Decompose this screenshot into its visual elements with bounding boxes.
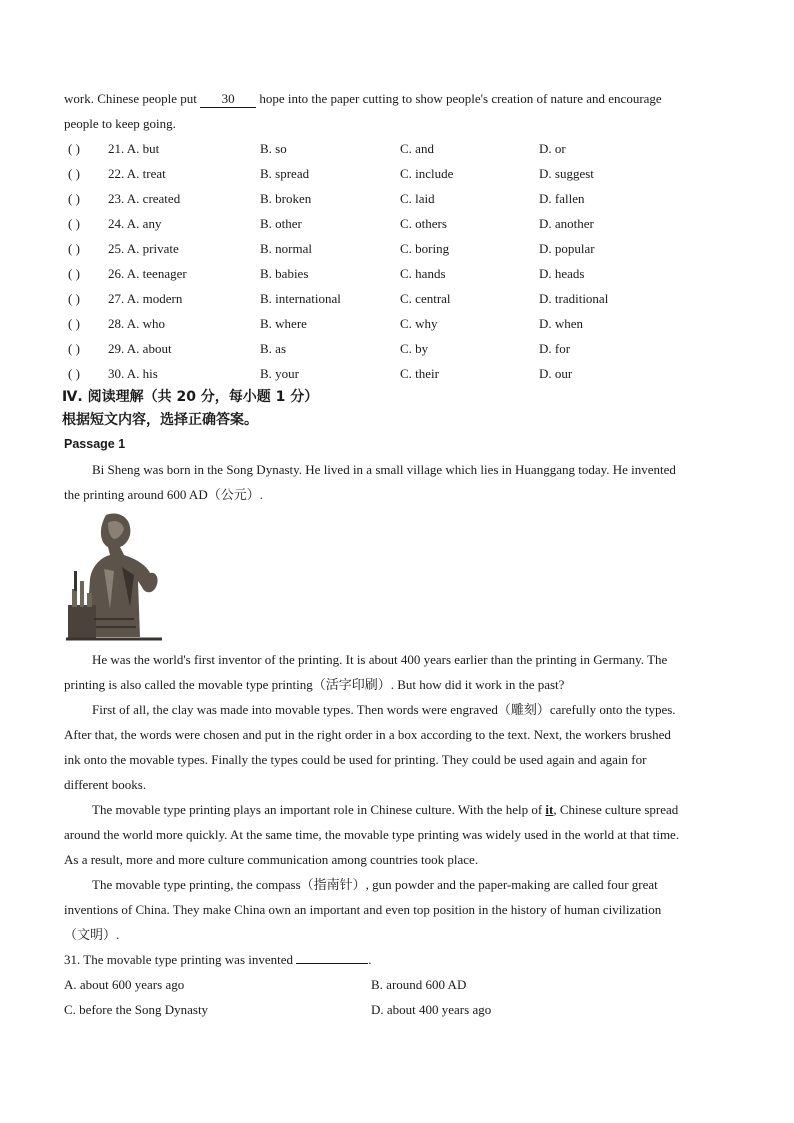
- answer-bracket[interactable]: ( ): [68, 241, 80, 256]
- cloze-text: work. Chinese people put: [64, 91, 201, 106]
- option-a: 22. A. treat: [108, 166, 166, 181]
- option-b: B. your: [260, 366, 299, 381]
- answer-bracket[interactable]: ( ): [68, 341, 80, 356]
- cloze-line-1: [64, 86, 730, 111]
- option-d: D. our: [539, 366, 573, 381]
- option-d: D. when: [539, 316, 584, 331]
- answer-bracket[interactable]: ( ): [68, 141, 80, 156]
- option-d: D. another: [539, 216, 594, 231]
- option-a: 26. A. teenager: [108, 266, 187, 281]
- option-a: 25. A. private: [108, 241, 179, 256]
- option-d: D. popular: [539, 241, 595, 256]
- option-d: D. suggest: [539, 166, 594, 181]
- bi-sheng-figure-icon: [64, 509, 164, 643]
- choice-question: [64, 211, 730, 236]
- option-b: B. broken: [260, 191, 312, 206]
- option-b: B. spread: [260, 166, 310, 181]
- passage-line: Bi Sheng was born in the Song Dynasty. He lived in a small village which lies in Huanggang today. He invented: [92, 462, 676, 477]
- choice-question-list: [64, 136, 730, 386]
- option-d: D. or: [539, 141, 566, 156]
- option-c: C. others: [400, 216, 447, 231]
- option-d: D. fallen: [539, 191, 585, 206]
- passage-title: Passage 1: [64, 437, 126, 451]
- option-a: 28. A. who: [108, 316, 166, 331]
- option-a[interactable]: A. about 600 years ago: [64, 977, 185, 992]
- passage-line: First of all, the clay was made into movable types. Then words were engraved（雕刻）carefully onto the types.: [92, 702, 676, 717]
- choice-question: [64, 286, 730, 311]
- cloze-blank[interactable]: 30: [200, 91, 256, 108]
- choice-question: [64, 161, 730, 186]
- option-c: C. and: [400, 141, 434, 156]
- option-a: 23. A. created: [108, 191, 181, 206]
- answer-bracket[interactable]: ( ): [68, 191, 80, 206]
- answer-bracket[interactable]: ( ): [68, 216, 80, 231]
- option-c: C. central: [400, 291, 451, 306]
- passage-line: ink onto the movable types. Finally the types could be used for printing. They could be used again and again for: [64, 752, 647, 767]
- option-a: 21. A. but: [108, 141, 160, 156]
- option-a: 30. A. his: [108, 366, 158, 381]
- option-c: C. their: [400, 366, 439, 381]
- choice-question: [64, 311, 730, 336]
- passage-line: different books.: [64, 777, 147, 792]
- option-d: D. traditional: [539, 291, 609, 306]
- option-c[interactable]: C. before the Song Dynasty: [64, 1002, 209, 1017]
- exam-page: [64, 86, 730, 1022]
- answer-bracket[interactable]: ( ): [68, 166, 80, 181]
- section-instruction: 根据短文内容，选择正确答案。: [62, 412, 258, 428]
- passage-text: The movable type printing plays an important role in Chinese culture. With the help of: [92, 802, 546, 817]
- option-a: 24. A. any: [108, 216, 162, 231]
- choice-question: [64, 261, 730, 286]
- question-31-options-row: [64, 972, 730, 997]
- choice-question: [64, 361, 730, 386]
- option-b[interactable]: B. around 600 AD: [371, 977, 467, 992]
- option-c: C. boring: [400, 241, 450, 256]
- option-b: B. so: [260, 141, 287, 156]
- option-c: C. by: [400, 341, 429, 356]
- answer-bracket[interactable]: ( ): [68, 266, 80, 281]
- option-b: B. international: [260, 291, 341, 306]
- passage-line: （文明）.: [64, 927, 120, 942]
- choice-question: [64, 236, 730, 261]
- question-31-stem: [64, 947, 730, 972]
- passage-line: He was the world's first inventor of the printing. It is about 400 years earlier than the printing in Germany. The: [92, 652, 668, 667]
- section-heading: Ⅳ. 阅读理解（共 20 分，每小题 1 分）: [62, 389, 319, 405]
- question-stem-end: .: [368, 952, 372, 967]
- option-b: B. as: [260, 341, 286, 356]
- choice-question: [64, 186, 730, 211]
- marked-word: it: [545, 802, 554, 817]
- passage-line: After that, the words were chosen and put in the right order in a box according to the text. Next, the workers brushed: [64, 727, 671, 742]
- option-b: B. babies: [260, 266, 309, 281]
- option-b: B. other: [260, 216, 302, 231]
- question-stem: 31. The movable type printing was invented: [64, 952, 297, 967]
- passage-line: the printing around 600 AD（公元）.: [64, 487, 263, 502]
- option-a: 29. A. about: [108, 341, 172, 356]
- cloze-text: hope into the paper cutting to show people's creation of nature and encourage: [256, 91, 662, 106]
- option-d[interactable]: D. about 400 years ago: [371, 1002, 492, 1017]
- option-b: B. where: [260, 316, 307, 331]
- option-c: C. why: [400, 316, 438, 331]
- option-b: B. normal: [260, 241, 312, 256]
- passage-line: inventions of China. They make China own an important and even top position in the history of human civilization: [64, 902, 662, 917]
- option-c: C. hands: [400, 266, 446, 281]
- passage-line: around the world more quickly. At the same time, the movable type printing was widely used in the world at that time.: [64, 827, 680, 842]
- passage-line: The movable type printing, the compass（指南针）, gun powder and the paper-making are called four great: [92, 877, 658, 892]
- choice-question: [64, 136, 730, 161]
- option-c: C. include: [400, 166, 454, 181]
- option-a: 27. A. modern: [108, 291, 183, 306]
- answer-bracket[interactable]: ( ): [68, 316, 80, 331]
- option-d: D. heads: [539, 266, 585, 281]
- cloze-line-2: people to keep going.: [64, 116, 176, 131]
- answer-bracket[interactable]: ( ): [68, 366, 80, 381]
- question-31-options-row: [64, 997, 730, 1022]
- choice-question: [64, 336, 730, 361]
- passage-line: [64, 797, 730, 822]
- answer-bracket[interactable]: ( ): [68, 291, 80, 306]
- option-d: D. for: [539, 341, 571, 356]
- bi-sheng-illustration: [64, 509, 164, 643]
- passage-line: As a result, more and more culture communication among countries took place.: [64, 852, 479, 867]
- option-c: C. laid: [400, 191, 435, 206]
- answer-blank[interactable]: [296, 963, 368, 964]
- passage-text: , Chinese culture spread: [553, 802, 679, 817]
- passage-line: printing is also called the movable type printing（活字印刷）. But how did it work in the past?: [64, 677, 565, 692]
